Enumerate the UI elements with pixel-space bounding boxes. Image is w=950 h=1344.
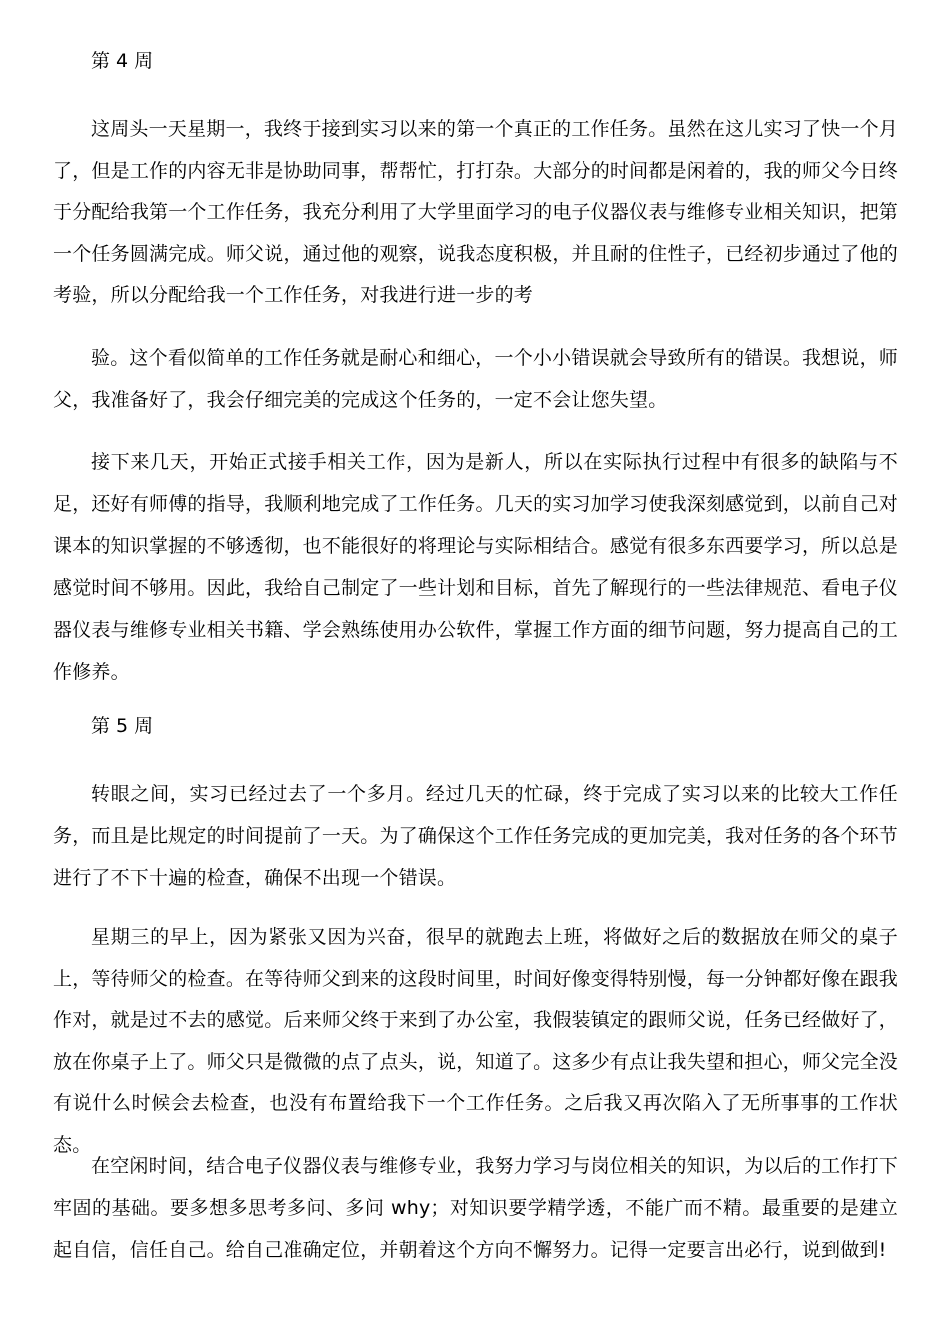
paragraph-2: 验。这个看似简单的工作任务就是耐心和细心，一个小小错误就会导致所有的错误。我想说，师父，我准备好了，我会仔细完美的完成这个任务的，一定不会让您失望。 (53, 347, 898, 411)
paragraph-6: 在空闲时间，结合电子仪器仪表与维修专业，我努力学习与岗位相关的知识，为以后的工作打下牢固的基础。要多想多思考多问、多问 why；对知识要学精学透，不能广而不精。最重要的是建立起自信，信任自己。给自己准确定位，并朝着这个方向不懈努力。记得一定要言出必行，说到做到! (53, 1155, 898, 1261)
paragraph-3: 接下来几天，开始正式接手相关工作，因为是新人，所以在实际执行过程中有很多的缺陷与不足，还好有师傅的指导，我顺利地完成了工作任务。几天的实习加学习使我深刻感觉到，以前自己对课本的知识掌握的不够透彻，也不能很好的将理论与实际相结合。感觉有很多东西要学习，所以总是感觉时间不够用。因此，我给自己制定了一些计划和目标，首先了解现行的一些法律规范、看电子仪器仪表与维修专业相关书籍、学会熟练使用办公软件，掌握工作方面的细节问题，努力提高自己的工作修养。 (53, 451, 898, 683)
paragraph-1: 这周头一天星期一，我终于接到实习以来的第一个真正的工作任务。虽然在这儿实习了快一个月了，但是工作的内容无非是协助同事，帮帮忙，打打杂。大部分的时间都是闲着的，我的师父今日终于分配给我第一个工作任务，我充分利用了大学里面学习的电子仪器仪表与维修专业相关知识，把第一个任务圆满完成。师父说，通过他的观察，说我态度积极，并且耐的住性子，已经初步通过了他的考验，所以分配给我一个工作任务，对我进行进一步的考 (53, 118, 898, 306)
week-4-heading: 第 4 周 (91, 50, 154, 72)
paragraph-5: 星期三的早上，因为紧张又因为兴奋，很早的就跑去上班，将做好之后的数据放在师父的桌子上，等待师父的检查。在等待师父到来的这段时间里，时间好像变得特别慢，每一分钟都好像在跟我作对，就是过不去的感觉。后来师父终于来到了办公室，我假装镇定的跟师父说，任务已经做好了，放在你桌子上了。师父只是微微的点了点头，说，知道了。这多少有点让我失望和担心，师父完全没有说什么时候会去检查，也没有布置给我下一个工作任务。之后我又再次陷入了无所事事的工作状态。 (53, 926, 898, 1156)
paragraph-4: 转眼之间，实习已经过去了一个多月。经过几天的忙碌，终于完成了实习以来的比较大工作任务，而且是比规定的时间提前了一天。为了确保这个工作任务完成的更加完美，我对任务的各个环节进行了不下十遍的检查，确保不出现一个错误。 (53, 783, 898, 889)
week-5-heading: 第 5 周 (91, 715, 154, 737)
